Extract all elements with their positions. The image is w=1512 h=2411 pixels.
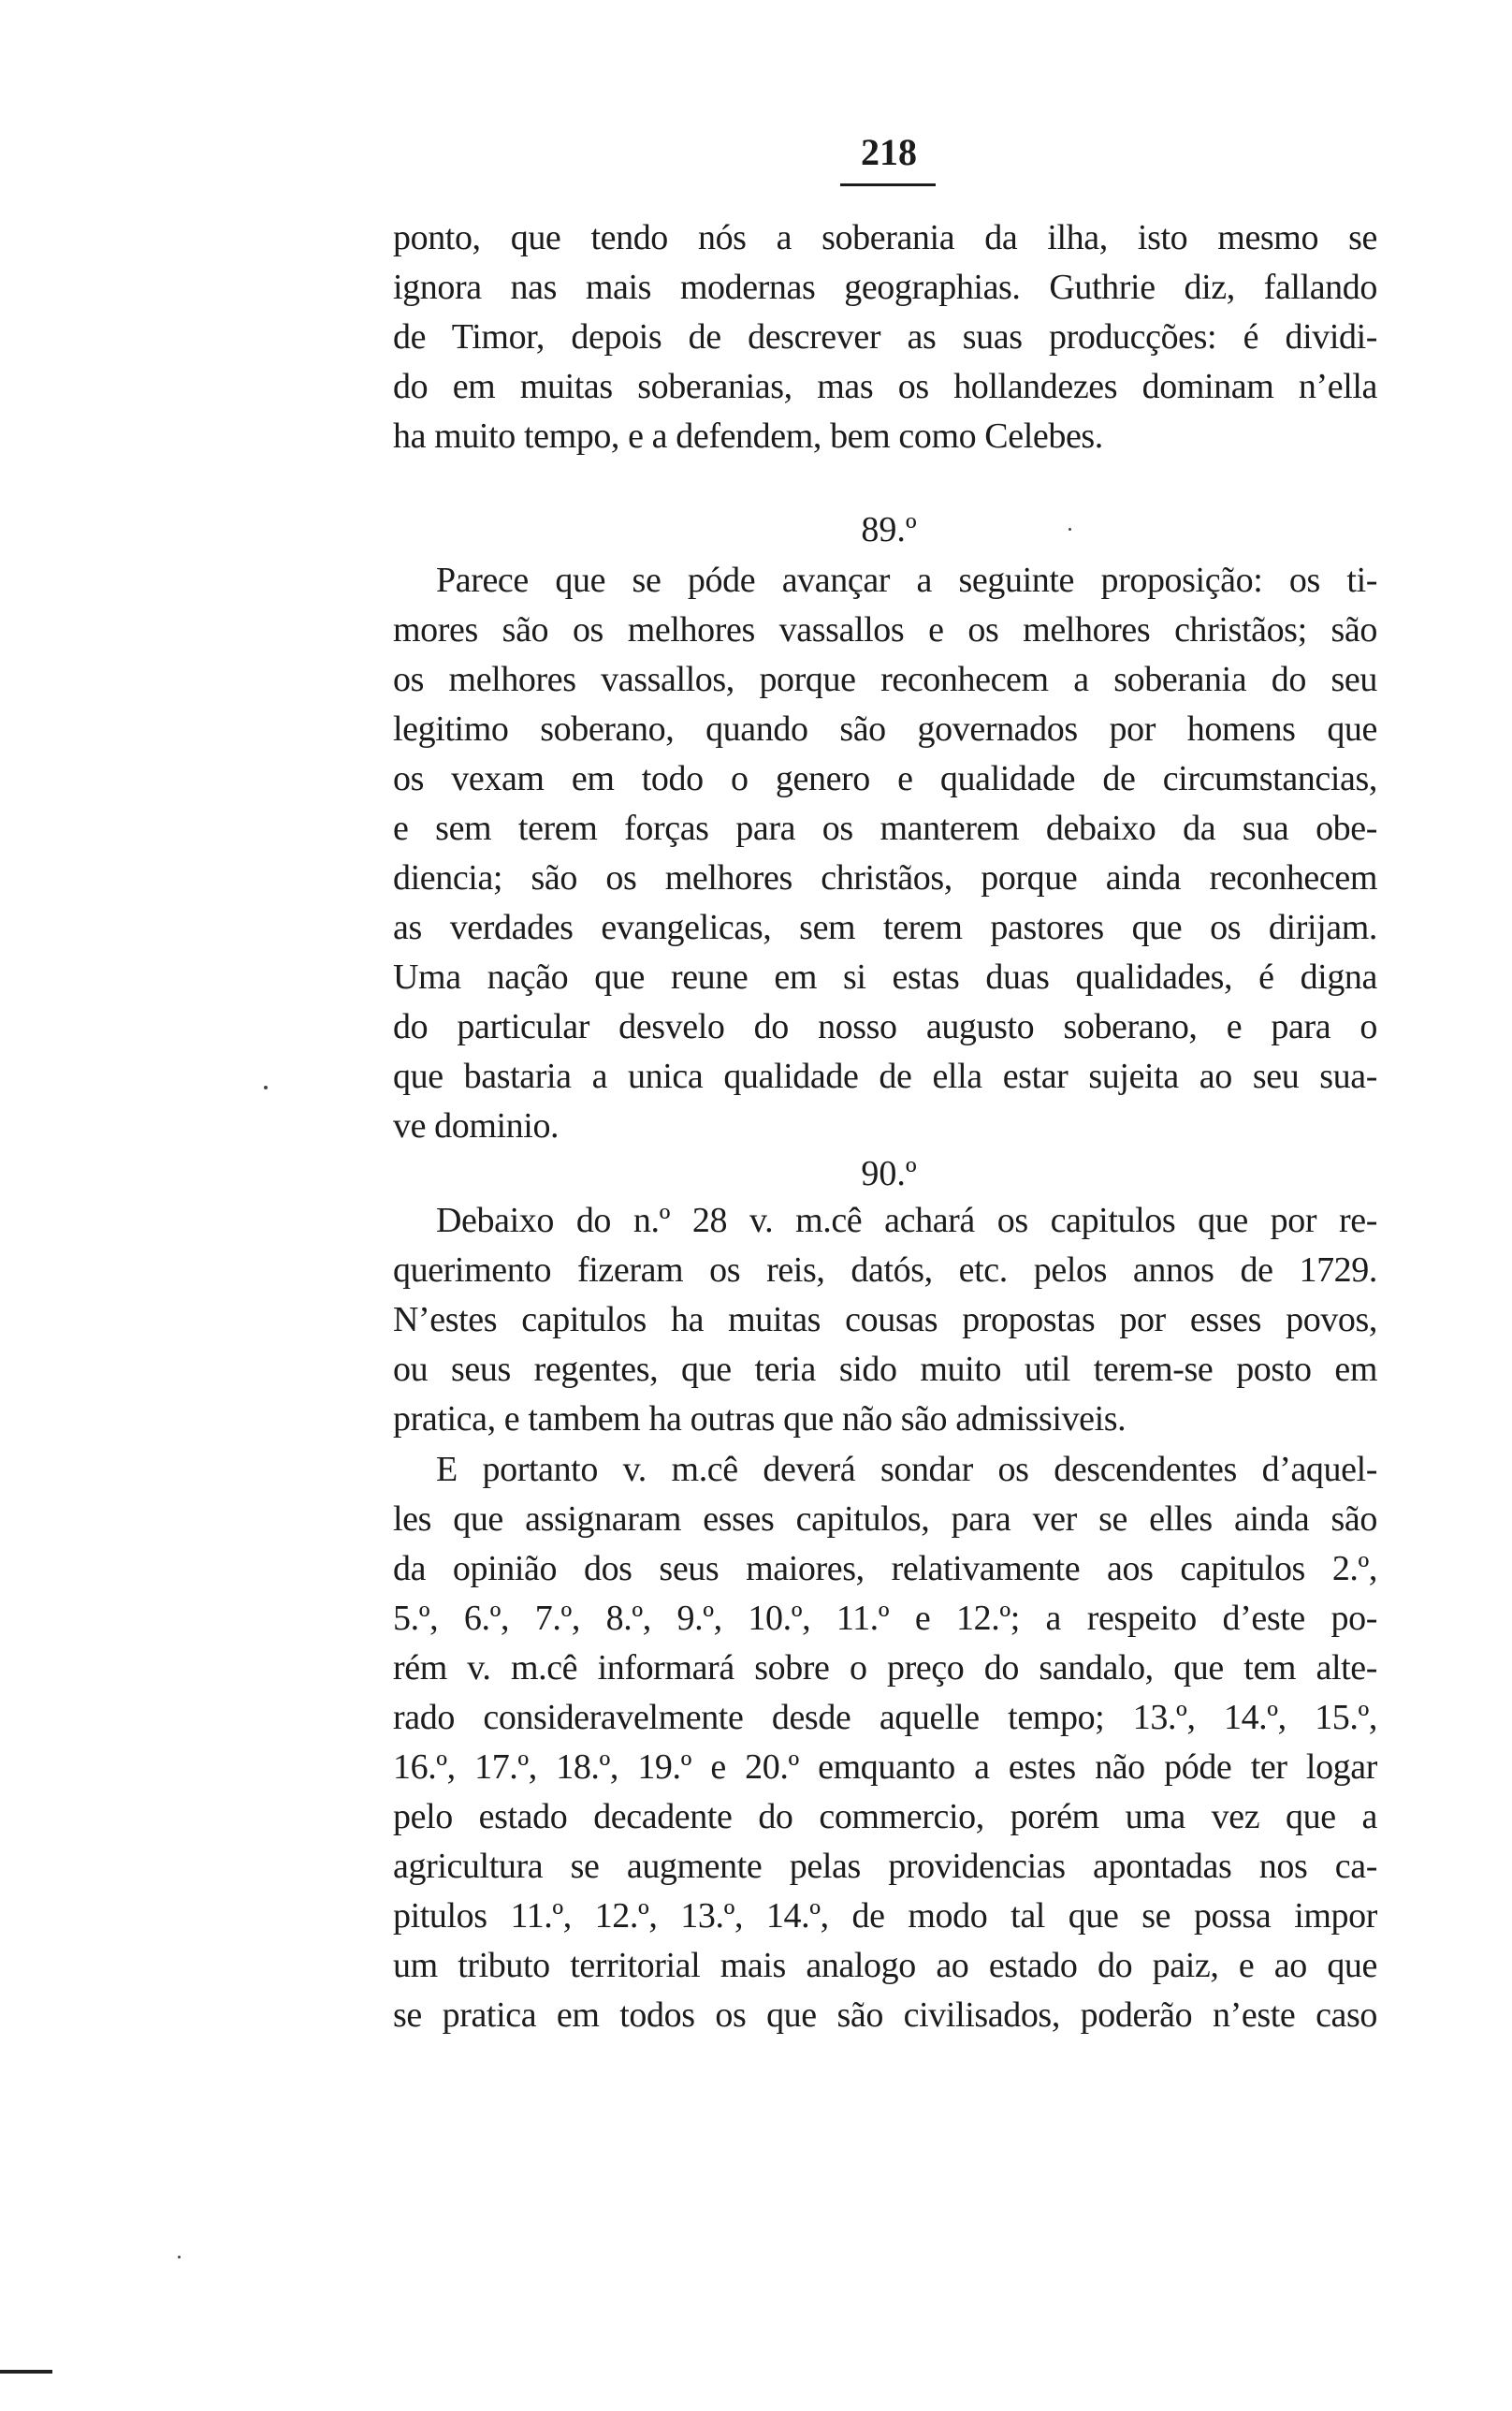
text-line: 5.º, 6.º, 7.º, 8.º, 9.º, 10.º, 11.º e 12.º; a respeito d’este po- [393, 1599, 1377, 1638]
text-line: se pratica em todos os que são civilisados, poderão n’este caso [393, 1995, 1377, 2035]
paper-speck [264, 1086, 268, 1089]
text-line: 16.º, 17.º, 18.º, 19.º e 20.º emquanto a estes não póde ter logar [393, 1747, 1377, 1787]
text-line: querimento fizeram os reis, datós, etc. pelos annos de 1729. [393, 1250, 1377, 1290]
text-line: agricultura se augmente pelas providencias apontadas nos ca- [393, 1847, 1377, 1886]
text-line: legitimo soberano, quando são governados por homens que [393, 709, 1377, 749]
text-line: um tributo territorial mais analogo ao estado do paiz, e ao que [393, 1946, 1377, 1985]
text-line: de Timor, depois de descrever as suas producções: é dividi- [393, 317, 1377, 357]
text-line: do particular desvelo do nosso augusto soberano, e para o [393, 1007, 1377, 1046]
text-line: ve dominio. [393, 1106, 560, 1146]
text-line: les que assignaram esses capitulos, para ver se elles ainda são [393, 1499, 1377, 1539]
paragraph-90 [393, 1196, 1377, 1444]
text-line: rado consideravelmente desde aquelle tempo; 13.º, 14.º, 15.º, [393, 1698, 1377, 1737]
page-number: 218 [861, 131, 917, 173]
text-line: Uma nação que reune em si estas duas qualidades, é digna [393, 957, 1377, 997]
text-line: diencia; são os melhores christãos, porque ainda reconhecem [393, 858, 1377, 898]
text-line: pitulos 11.º, 12.º, 13.º, 14.º, de modo tal que se possa impor [393, 1896, 1377, 1936]
text-line: pelo estado decadente do commercio, porém uma vez que a [393, 1797, 1377, 1836]
text-line: as verdades evangelicas, sem terem pastores que os dirijam. [393, 908, 1377, 947]
page-number-rule [840, 183, 936, 186]
text-line: ponto, que tendo nós a soberania da ilha, isto mesmo se [393, 218, 1377, 257]
paper-speck [178, 2256, 181, 2258]
paper-speck [1069, 528, 1071, 531]
text-line: Debaixo do n.º 28 v. m.cê achará os capitulos que por re- [436, 1201, 1377, 1240]
text-line: rém v. m.cê informará sobre o preço do sandalo, que tem alte- [393, 1648, 1377, 1688]
text-line: Parece que se póde avançar a seguinte proposição: os ti- [436, 561, 1377, 600]
paragraph-89 [393, 556, 1377, 1151]
text-line: os melhores vassallos, porque reconhecem a soberania do seu [393, 660, 1377, 699]
section-heading-90: 90.º [861, 1154, 917, 1193]
text-line: N’estes capitulos ha muitas cousas propostas por esses povos, [393, 1300, 1377, 1339]
paragraph-intro [393, 213, 1377, 461]
text-line: E portanto v. m.cê deverá sondar os descendentes d’aquel- [436, 1450, 1377, 1489]
text-line: e sem terem forças para os manterem debaixo da sua obe- [393, 809, 1377, 848]
text-line: mores são os melhores vassallos e os melhores christãos; são [393, 610, 1377, 650]
text-line: do em muitas soberanias, mas os hollandezes dominam n’ella [393, 367, 1377, 406]
section-heading-89: 89.º [861, 510, 917, 549]
text-line: ou seus regentes, que teria sido muito util terem-se posto em [393, 1350, 1377, 1389]
scan-edge-mark [0, 2370, 52, 2374]
text-line: que bastaria a unica qualidade de ella estar sujeita ao seu sua- [393, 1057, 1377, 1096]
text-line: pratica, e tambem ha outras que não são admissiveis. [393, 1399, 1127, 1439]
text-line: ignora nas mais modernas geographias. Guthrie diz, fallando [393, 268, 1377, 307]
text-line: da opinião dos seus maiores, relativamente aos capitulos 2.º, [393, 1549, 1377, 1588]
paragraph-90-continuation [393, 1445, 1377, 2040]
text-line: os vexam em todo o genero e qualidade de circumstancias, [393, 759, 1377, 798]
text-line: ha muito tempo, e a defendem, bem como Celebes. [393, 416, 1103, 456]
